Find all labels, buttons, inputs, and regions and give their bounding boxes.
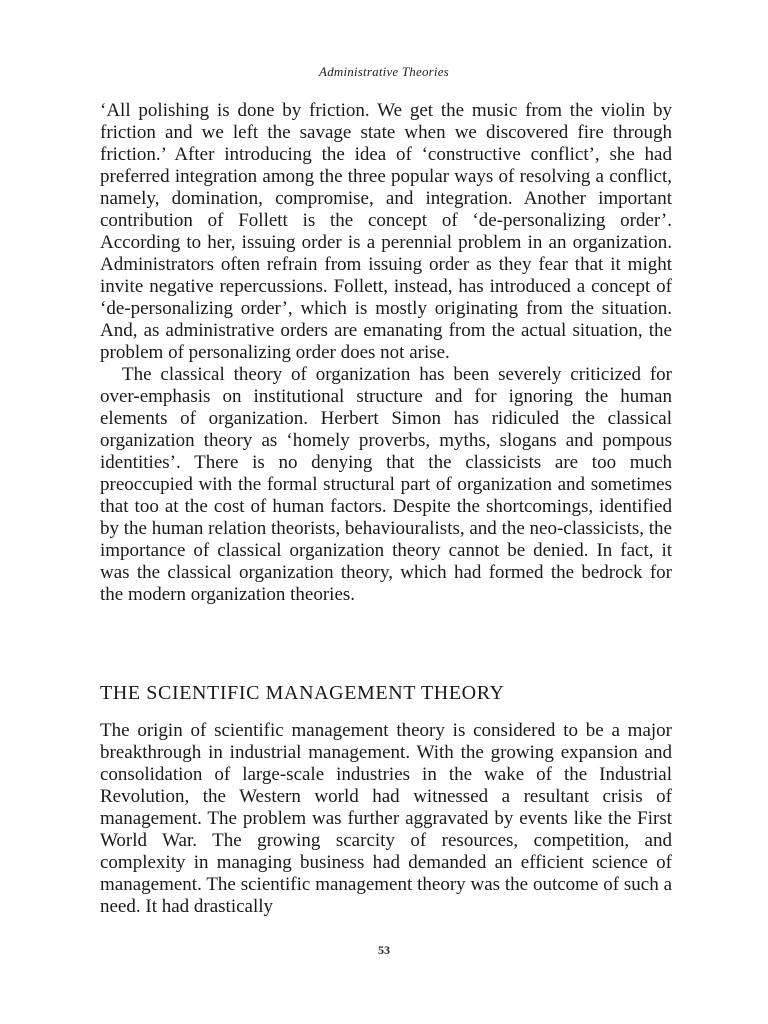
running-head: Administrative Theories: [319, 64, 449, 79]
text-block-top: [100, 100, 672, 606]
section-heading: THE SCIENTIFIC MANAGEMENT THEORY: [100, 682, 505, 704]
page-number: 53: [378, 943, 390, 957]
paragraph-classical-criticism: The classical theory of organization has been severely criticized for over-emphasis on institutional structure and for ignoring the human elements of organization. Herbert Simon has ridiculed the classical organization theory as ‘homely proverbs, myths, slogans and pompous identities’. There is no denying that the classicists are too much preoccupied with the formal structural part of organization and sometimes that too at the cost of human factors. Despite the shortcomings, identified by the human relation theorists, behaviouralists, and the neo-classicists, the importance of classical organization theory cannot be denied. In fact, it was the classical organization theory, which had formed the bedrock for the modern organization theories.: [100, 364, 672, 605]
paragraph-follett-friction: ‘All polishing is done by friction. We get the music from the violin by friction and we left the savage state when we discovered fire through friction.’ After introducing the idea of ‘constructive conflict’, she had preferred integration among the three popular ways of resolving a conflict, namely, domination, compromise, and integration. Another important contribution of Follett is the concept of ‘de-personalizing order’. According to her, issuing order is a perennial problem in an organization. Administrators often refrain from issuing order as they fear that it might invite negative repercussions. Follett, instead, has introduced a concept of ‘de-personalizing order’, which is mostly originating from the situation. And, as administrative orders are emanating from the actual situation, the problem of personalizing order does not arise.: [100, 100, 672, 363]
paragraph-scientific-management-origin: The origin of scientific management theory is considered to be a major breakthrough in industrial management. With the growing expansion and consolidation of large-scale industries in the wake of the Industrial Revolution, the Western world had witnessed a resultant crisis of management. The problem was further aggravated by events like the First World War. The growing scarcity of resources, competition, and complexity in managing business had demanded an efficient science of management. The scientific management theory was the outcome of such a need. It had drastically: [100, 720, 672, 917]
text-block-bottom: [100, 720, 672, 918]
